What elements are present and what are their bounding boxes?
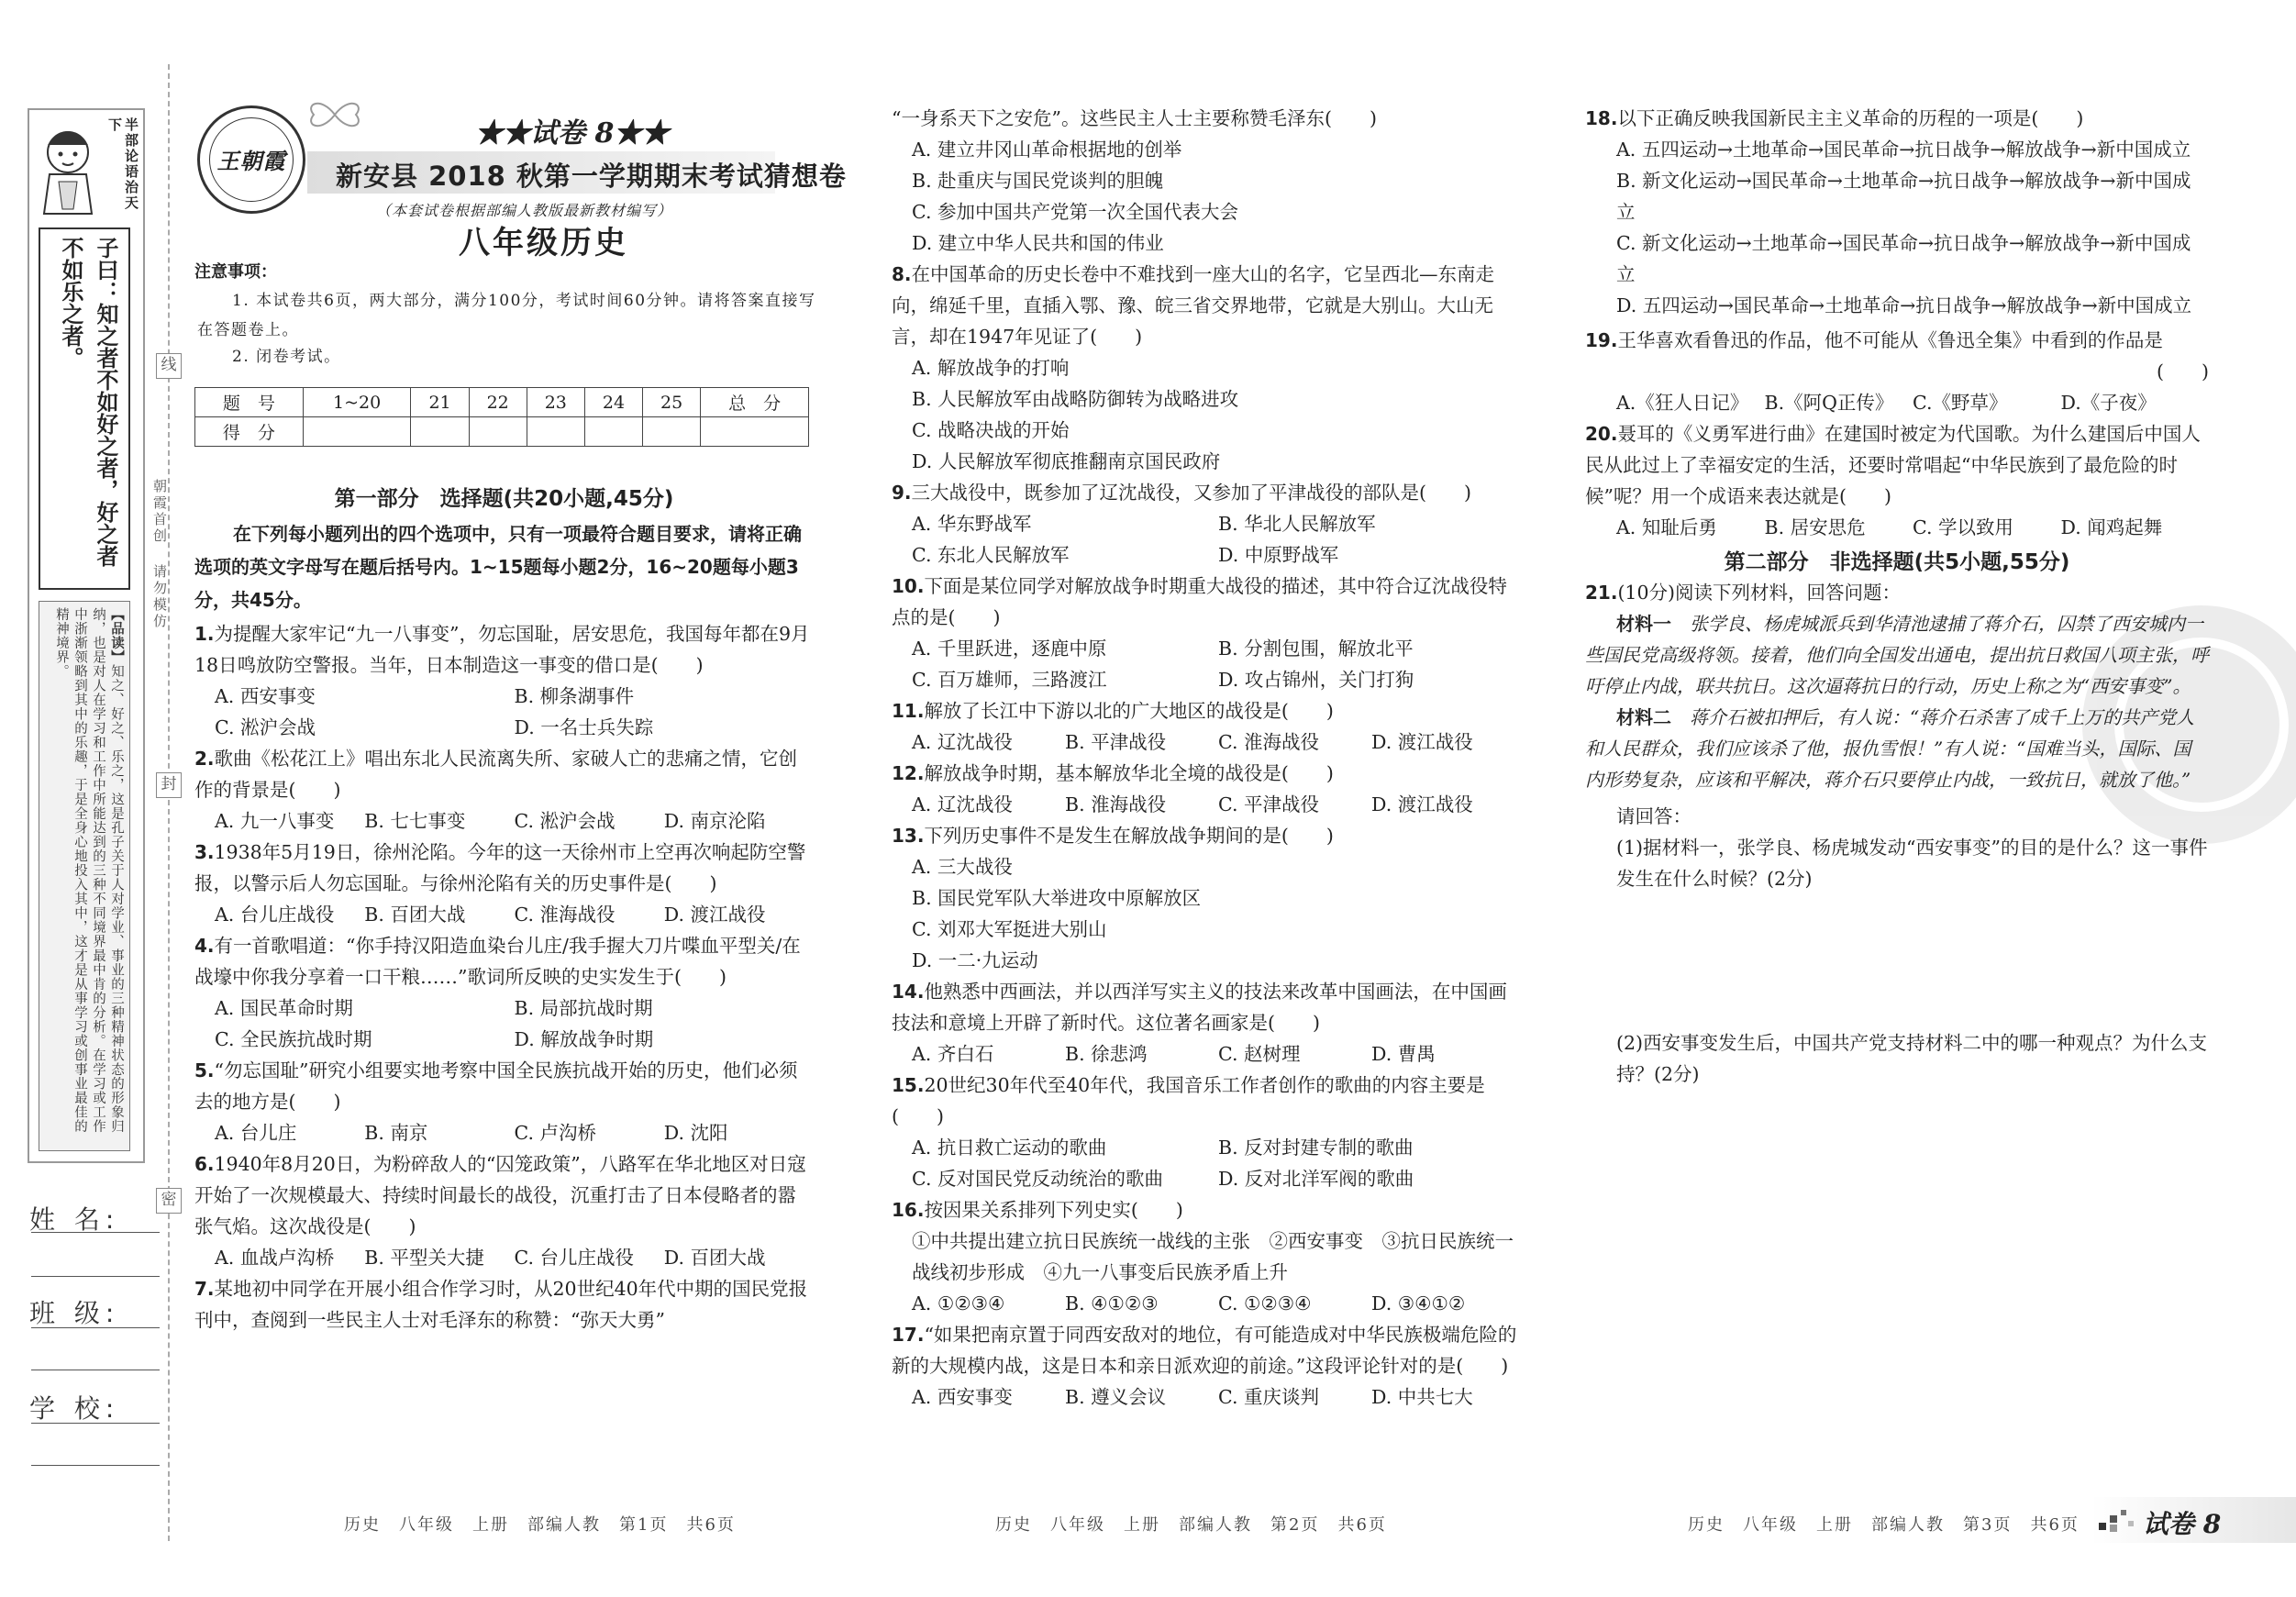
- score-cell: 得 分: [195, 417, 304, 447]
- option-d[interactable]: D. 中原野战军: [1218, 544, 1339, 566]
- option-d[interactable]: D. 五四运动→国民革命→土地革命→抗日战争→解放战争→新中国成立: [1616, 294, 2192, 316]
- option-c[interactable]: C. 新文化运动→土地革命→国民革命→抗日战争→解放战争→新中国成立: [1616, 232, 2191, 285]
- answer-paren[interactable]: ( ): [2157, 360, 2209, 383]
- material-1: [1585, 608, 2209, 702]
- question-text: 在中国革命的历史长卷中不难找到一座大山的名字，它呈西北—东南走向，绵延千里，直插入鄂、豫、皖三省交界地带，它就是大别山。大山无言，却在1947年见证了( ): [892, 263, 1495, 348]
- question-text: 下列历史事件不是发生在解放战争期间的是( ): [924, 825, 1334, 847]
- option-a[interactable]: A. 九一八事变: [215, 810, 335, 832]
- question-text: 聂耳的《义勇军进行曲》在建国时被定为代国歌。为什么建国后中国人民从此过上了幸福安定的生活，还要时常唱起“中华民族到了最危险的时候”呢？用一个成语来表达就是( ): [1585, 423, 2201, 507]
- question-11: [892, 695, 1525, 758]
- question-number: 19.: [1585, 329, 1618, 351]
- option-c[interactable]: C. ①②③④: [1218, 1292, 1312, 1314]
- option-c[interactable]: C. 百万雄师，三路渡江: [912, 669, 1107, 691]
- option-d[interactable]: D. 一二·九运动: [912, 949, 1038, 971]
- option-d[interactable]: D. 人民解放军彻底推翻南京国民政府: [912, 450, 1221, 472]
- question-number: 12.: [892, 762, 925, 784]
- option-c[interactable]: C. 重庆谈判: [1218, 1386, 1319, 1408]
- option-d[interactable]: D. 建立中华人民共和国的伟业: [912, 232, 1164, 254]
- score-cell: 23: [527, 388, 584, 417]
- question-number: 18.: [1585, 107, 1618, 129]
- question-number: 21.: [1585, 582, 1618, 604]
- question-text: “一身系天下之安危”。这些民主人士主要称赞毛泽东( ): [892, 107, 1377, 129]
- ribbon-icon: [303, 96, 367, 133]
- question-20: [1585, 418, 2209, 543]
- reading-tag: 【品读】: [109, 607, 125, 664]
- school-label: 学 校:: [29, 1393, 120, 1424]
- part1-title: 第一部分 选择题(共20小题,45分): [334, 487, 674, 511]
- score-cell: 总 分: [701, 388, 809, 417]
- option-d[interactable]: D. 沈阳: [663, 1122, 728, 1144]
- cartoon-avatar: [35, 117, 101, 218]
- reading-text: 知之、好之、乐之，这是孔子关于人对学业、事业的三种精神状态的形象归纳，也是对人在学习和工作中所能达到的三种不同境界最中肯的分析。在学习或工作中浙渐领略到其中的乐趣，于是全身心地投入其中，这才是从事学习或创事业最佳的精神境界。: [54, 607, 124, 1134]
- name-field[interactable]: [31, 1231, 160, 1233]
- score-input[interactable]: [303, 417, 411, 447]
- question-number: 20.: [1585, 423, 1618, 445]
- footer-page-1: 历史 八年级 上册 部编人教 第1页 共6页: [344, 1515, 736, 1535]
- school-field-line2[interactable]: [31, 1464, 160, 1466]
- column-2: [892, 103, 1525, 1413]
- option-a[interactable]: A. 齐白石: [912, 1043, 994, 1065]
- footer-page-3: 历史 八年级 上册 部编人教 第3页 共6页: [1688, 1515, 2080, 1535]
- question-6: [194, 1148, 814, 1273]
- notice-item-1: 1. 本试卷共6页，两大部分，满分100分，考试时间60分钟。请将答案直接写在答题卷上。: [197, 292, 816, 339]
- option-b[interactable]: B. 反对封建专制的歌曲: [1218, 1137, 1414, 1159]
- option-a[interactable]: A. 三大战役: [912, 856, 1013, 878]
- material-1-text: 张学良、杨虎城派兵到华清池逮捕了蒋介石，囚禁了西安城内一些国民党高级将领。接着，他们向全国发出通电，提出抗日救国八项主张，呼吁停止内战，联共抗日。这次逼蒋抗日的行动，历史上称之为“西安事变”。: [1585, 613, 2209, 697]
- brand-note: 朝霞首创 请勿模仿: [151, 479, 168, 630]
- sidebar-badge: 半部论语治天下: [106, 117, 139, 211]
- question-number: 10.: [892, 575, 925, 597]
- part1-instructions: 在下列每小题列出的四个选项中，只有一项最符合题目要求，请将正确选项的英文字母写在题后括号内。1~15题每小题2分，16~20题每小题3分，共45分。: [194, 523, 802, 611]
- brand-logo: [197, 105, 305, 214]
- option-a[interactable]: A.《狂人日记》: [1616, 392, 1749, 414]
- score-cell: 24: [584, 388, 642, 417]
- question-number: 5.: [194, 1059, 215, 1081]
- question-text: 有一首歌唱道：“你手持汉阳造血染台儿庄/我手握大刀片喋血平型关/在战壕中你我分享着一口干粮……”歌词所反映的史实发生于( ): [194, 935, 801, 988]
- option-c[interactable]: C. 刘邓大军挺进大别山: [912, 918, 1107, 940]
- question-14: [892, 976, 1525, 1070]
- option-b[interactable]: B. 柳条湖事件: [514, 685, 635, 707]
- class-label: 班 级:: [29, 1298, 120, 1328]
- option-d[interactable]: D. 渡江战役: [1371, 731, 1473, 753]
- question-number: 14.: [892, 981, 925, 1003]
- score-input[interactable]: [701, 417, 809, 447]
- option-b[interactable]: B. 国民党军队大举进攻中原解放区: [912, 887, 1202, 909]
- option-c[interactable]: C.《野草》: [1913, 392, 2008, 414]
- question-text: 1938年5月19日，徐州沦陷。今年的这一天徐州市上空再次响起防空警报，以警示后人勿忘国耻。与徐州沦陷有关的历史事件是( ): [194, 841, 806, 894]
- option-c[interactable]: C. 台儿庄战役: [514, 1247, 634, 1269]
- option-c[interactable]: C. 全民族抗战时期: [215, 1028, 372, 1050]
- school-field[interactable]: [31, 1422, 160, 1424]
- footer-badge: 试卷 8: [2143, 1509, 2222, 1539]
- question-8: [892, 259, 1525, 477]
- question-text: 解放了长江中下游以北的广大地区的战役是( ): [924, 700, 1334, 722]
- option-a[interactable]: A. 辽沈战役: [912, 793, 1013, 815]
- question-number: 9.: [892, 482, 912, 504]
- question-text: 为提醒大家牢记“九一八事变”，勿忘国耻，居安思危，我国每年都在9月18日鸣放防空警报。当年，日本制造这一事变的借口是( ): [194, 623, 810, 676]
- option-a[interactable]: A. 辽沈战役: [912, 731, 1013, 753]
- option-a[interactable]: A. 西安事变: [912, 1386, 1013, 1408]
- question-9: [892, 477, 1525, 571]
- option-c[interactable]: C. 卢沟桥: [514, 1122, 596, 1144]
- question-number: 16.: [892, 1199, 925, 1221]
- material-1-label: 材料一: [1616, 613, 1671, 635]
- question-15: [892, 1070, 1525, 1194]
- option-b[interactable]: B. 新文化运动→国民革命→土地革命→抗日战争→解放战争→新中国成立: [1616, 170, 2191, 223]
- option-b[interactable]: B. 居安思危: [1764, 516, 1866, 538]
- question-statements: ①中共提出建立抗日民族统一战线的主张 ②西安事变 ③抗日民族统一战线初步形成 ④九一八事变后民族矛盾上升: [912, 1230, 1514, 1283]
- option-b[interactable]: B. 局部抗战时期: [514, 997, 653, 1019]
- sub-question-2: (2)西安事变发生后，中国共产党支持材料二中的哪一种观点？为什么支持？(2分): [1616, 1032, 2208, 1085]
- option-b[interactable]: B. 分割包围，解放北平: [1218, 638, 1414, 660]
- sidebar-reading: [39, 601, 130, 1151]
- option-d[interactable]: D.《子夜》: [2060, 392, 2157, 414]
- question-text: (10分)阅读下列材料，回答问题：: [1617, 582, 1902, 604]
- option-c[interactable]: C. 战略决战的开始: [912, 419, 1070, 441]
- option-b[interactable]: B. 南京: [364, 1122, 428, 1144]
- question-text: 歌曲《松花江上》唱出东北人民流离失所、家破人亡的悲痛之情，它创作的背景是( ): [194, 748, 798, 801]
- exam-number: ★★试卷 8★★: [475, 117, 670, 150]
- option-a[interactable]: A. 解放战争的打响: [912, 357, 1070, 379]
- score-cell: 21: [411, 388, 469, 417]
- option-c[interactable]: C. 淞沪会战: [514, 810, 616, 832]
- option-a[interactable]: A. 五四运动→土地革命→国民革命→抗日战争→解放战争→新中国成立: [1616, 139, 2191, 161]
- question-text: 按因果关系排列下列史实( ): [924, 1199, 1183, 1221]
- name-label: 姓 名:: [29, 1204, 120, 1235]
- material-2-label: 材料二: [1616, 706, 1671, 728]
- class-field[interactable]: [31, 1326, 160, 1328]
- option-d[interactable]: D. 渡江战役: [1371, 793, 1473, 815]
- notice-item-2: 2. 闭卷考试。: [232, 348, 341, 366]
- seal-char-xian: 线: [156, 353, 182, 379]
- question-number: 4.: [194, 935, 215, 957]
- seal-line: [168, 64, 170, 1541]
- question-text: 他熟悉中西画法，并以西洋写实主义的技法来改革中国画法，在中国画技法和意境上开辟了新时代。这位著名画家是( ): [892, 981, 1507, 1034]
- seal-char-feng: 封: [156, 772, 182, 798]
- footer-dots-icon: [2099, 1510, 2135, 1532]
- question-17: [892, 1319, 1525, 1413]
- column-3: [1585, 103, 2209, 1090]
- option-b[interactable]: B. 七七事变: [364, 810, 466, 832]
- question-7-cont: [892, 103, 1525, 259]
- option-a[interactable]: A. 千里跃进，逐鹿中原: [912, 638, 1107, 660]
- score-table: [194, 387, 809, 447]
- question-10: [892, 571, 1525, 695]
- sub-question-1: (1)据材料一，张学良、杨虎城发动“西安事变”的目的是什么？这一事件发生在什么时候？(2分): [1616, 837, 2208, 890]
- option-b[interactable]: B. 华北人民解放军: [1218, 513, 1376, 535]
- score-cell: 25: [643, 388, 701, 417]
- option-a[interactable]: A. 台儿庄战役: [215, 904, 335, 926]
- score-cell: 1~20: [303, 388, 411, 417]
- material-2-text: 蒋介石被扣押后，有人说：“蒋介石杀害了成千上万的共产党人和人民群众，我们应该杀了他，报仇雪恨！”有人说：“国难当头，国际、国内形势复杂，应该和平解决，蒋介石只要停止内战，一致抗日，就放了他。”: [1585, 706, 2195, 791]
- column-1: [194, 482, 814, 1336]
- option-b[interactable]: B. ④①②③: [1065, 1292, 1159, 1314]
- question-1: [194, 618, 814, 743]
- question-text: “如果把南京置于同西安敌对的地位，有可能造成对中华民族极端危险的新的大规模内战，这是日本和亲日派欢迎的前途。”这段评论针对的是( ): [892, 1324, 1517, 1377]
- question-text: 三大战役中，既参加了辽沈战役，又参加了平津战役的部队是( ): [911, 482, 1472, 504]
- option-c[interactable]: C. 东北人民解放军: [912, 544, 1070, 566]
- exam-subtitle: （本套试卷根据部编人教版最新教材编写）: [376, 202, 673, 219]
- option-d[interactable]: D. 百团大战: [663, 1247, 766, 1269]
- answer-area-1[interactable]: [1585, 894, 2209, 1027]
- option-d[interactable]: D. 闻鸡起舞: [2060, 516, 2163, 538]
- grade-subject: 八年级历史: [459, 225, 628, 261]
- option-a[interactable]: A. 抗日救亡运动的歌曲: [912, 1137, 1107, 1159]
- option-c[interactable]: C. 淮海战役: [514, 904, 616, 926]
- option-d[interactable]: D. 渡江战役: [663, 904, 766, 926]
- option-c[interactable]: C. 淞沪会战: [215, 716, 316, 738]
- seal-char-mi: 密: [156, 1188, 182, 1214]
- question-text: 下面是某位同学对解放战争时期重大战役的描述，其中符合辽沈战役特点的是( ): [892, 575, 1507, 628]
- question-number: 11.: [892, 700, 925, 722]
- option-b[interactable]: B. 人民解放军由战略防御转为战略进攻: [912, 388, 1239, 410]
- question-number: 7.: [194, 1278, 215, 1300]
- option-b[interactable]: B. 百团大战: [364, 904, 466, 926]
- question-text: 王华喜欢看鲁迅的作品，他不可能从《鲁迅全集》中看到的作品是: [1617, 329, 2163, 351]
- option-b[interactable]: B. 平津战役: [1065, 731, 1167, 753]
- score-cell: 题 号: [195, 388, 304, 417]
- option-b[interactable]: B. 徐悲鸿: [1065, 1043, 1148, 1065]
- question-4: [194, 930, 814, 1055]
- question-text: 某地初中同学在开展小组合作学习时，从20世纪40年代中期的国民党报刊中，查阅到一些民主人士对毛泽东的称赞：“弥天大勇”: [194, 1278, 808, 1331]
- question-16: [892, 1194, 1525, 1319]
- question-3: [194, 837, 814, 930]
- option-b[interactable]: B.《阿Q正传》: [1764, 392, 1894, 414]
- option-b[interactable]: B. 赴重庆与国民党谈判的胆魄: [912, 170, 1164, 192]
- option-a[interactable]: A. 知耻后勇: [1616, 516, 1717, 538]
- question-text: 解放战争时期，基本解放华北全境的战役是( ): [924, 762, 1334, 784]
- question-number: 17.: [892, 1324, 925, 1346]
- material-2: [1585, 702, 2209, 795]
- question-2: [194, 743, 814, 837]
- question-number: 8.: [892, 263, 912, 285]
- question-number: 6.: [194, 1153, 215, 1175]
- option-c[interactable]: C. 参加中国共产党第一次全国代表大会: [912, 201, 1238, 223]
- option-c[interactable]: C. 淮海战役: [1218, 731, 1319, 753]
- score-input[interactable]: [469, 417, 527, 447]
- question-number: 13.: [892, 825, 925, 847]
- question-19: [1585, 325, 2209, 418]
- question-text: 以下正确反映我国新民主主义革命的历程的一项是( ): [1617, 107, 2084, 129]
- option-b[interactable]: B. 遵义会议: [1065, 1386, 1167, 1408]
- option-a[interactable]: A. ①②③④: [912, 1292, 1005, 1314]
- score-input[interactable]: [411, 417, 469, 447]
- option-d[interactable]: D. 攻占锦州，关门打狗: [1218, 669, 1414, 691]
- question-text: “勿忘国耻”研究小组要实地考察中国全民族抗战开始的历史，他们必须去的地方是( ): [194, 1059, 798, 1113]
- question-number: 3.: [194, 841, 215, 863]
- option-c[interactable]: C. 平津战役: [1218, 793, 1319, 815]
- logo-text: 王朝霞: [216, 148, 286, 174]
- option-a[interactable]: A. 西安事变: [215, 685, 316, 707]
- part2-title: 第二部分 非选择题(共5小题,55分): [1724, 550, 2070, 574]
- question-21: [1585, 577, 2209, 1090]
- question-18: [1585, 103, 2209, 321]
- question-number: 2.: [194, 748, 215, 770]
- score-input[interactable]: [643, 417, 701, 447]
- option-d[interactable]: D. 曹禺: [1371, 1043, 1436, 1065]
- class-field-line2[interactable]: [31, 1369, 160, 1370]
- option-d[interactable]: D. ③④①②: [1371, 1292, 1466, 1314]
- option-d[interactable]: D. 一名士兵失踪: [514, 716, 654, 738]
- question-text: 20世纪30年代至40年代，我国音乐工作者创作的歌曲的内容主要是( ): [892, 1074, 1485, 1127]
- option-a[interactable]: A. 建立井冈山革命根据地的创举: [912, 139, 1182, 161]
- question-number: 1.: [194, 623, 215, 645]
- option-d[interactable]: D. 南京沦陷: [663, 810, 766, 832]
- notice-label: 注意事项：: [194, 262, 277, 282]
- option-b[interactable]: B. 淮海战役: [1065, 793, 1167, 815]
- exam-title: 新安县 2018 秋第一学期期末考试猜想卷: [336, 161, 847, 192]
- score-header-row: [195, 388, 809, 417]
- score-cell: 22: [469, 388, 527, 417]
- name-field-line2[interactable]: [31, 1275, 160, 1277]
- option-c[interactable]: C. 反对国民党反动统治的歌曲: [912, 1168, 1163, 1190]
- option-a[interactable]: A. 台儿庄: [215, 1122, 297, 1144]
- answer-prompt: 请回答：: [1616, 805, 1691, 827]
- footer-page-2: 历史 八年级 上册 部编人教 第2页 共6页: [995, 1515, 1387, 1535]
- option-b[interactable]: B. 平型关大捷: [364, 1247, 484, 1269]
- score-input[interactable]: [584, 417, 642, 447]
- option-a[interactable]: A. 血战卢沟桥: [215, 1247, 335, 1269]
- option-d[interactable]: D. 解放战争时期: [514, 1028, 654, 1050]
- question-12: [892, 758, 1525, 820]
- question-text: 1940年8月20日，为粉碎敌人的“囚笼政策”，八路军在华北地区对日寇开始了一次规模最大、持续时间最长的战役，沉重打击了日本侵略者的嚣张气焰。这次战役是( ): [194, 1153, 806, 1237]
- option-a[interactable]: A. 国民革命时期: [215, 997, 353, 1019]
- option-a[interactable]: A. 华东野战军: [912, 513, 1032, 535]
- option-c[interactable]: C. 学以致用: [1913, 516, 2013, 538]
- question-5: [194, 1055, 814, 1148]
- score-value-row: [195, 417, 809, 447]
- sidebar-quote: 子曰：知之者不如好之者，好之者不如乐之者。: [39, 227, 130, 590]
- question-number: 15.: [892, 1074, 925, 1096]
- score-input[interactable]: [527, 417, 584, 447]
- question-13: [892, 820, 1525, 976]
- option-d[interactable]: D. 中共七大: [1371, 1386, 1473, 1408]
- option-d[interactable]: D. 反对北洋军阀的歌曲: [1218, 1168, 1414, 1190]
- left-margin-sidebar: [28, 108, 145, 1163]
- option-c[interactable]: C. 赵树理: [1218, 1043, 1301, 1065]
- question-7: [194, 1273, 814, 1336]
